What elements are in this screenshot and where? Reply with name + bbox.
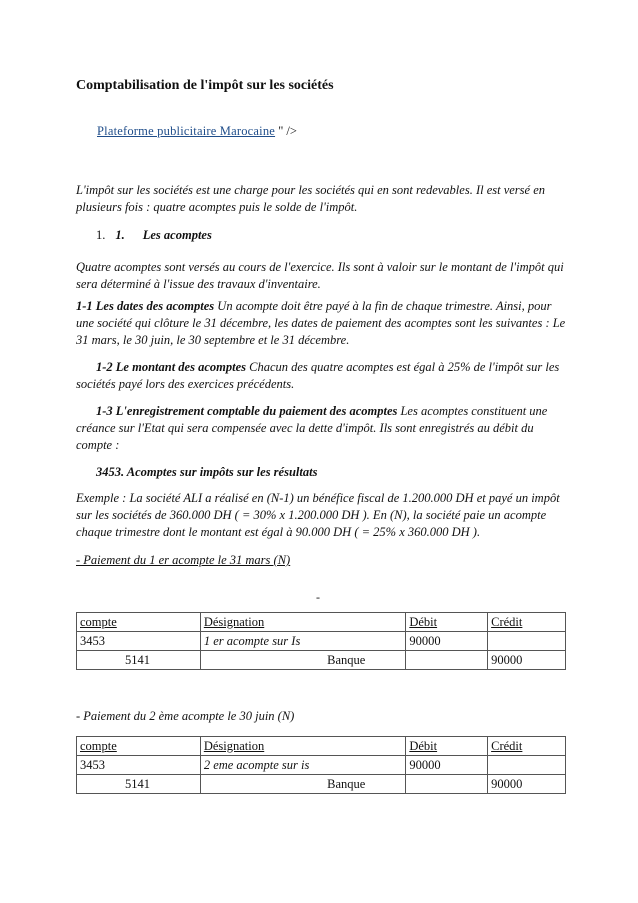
link-line	[97, 124, 297, 139]
table-row	[77, 775, 566, 794]
header-debit: Débit	[406, 737, 488, 756]
acomptes-paragraph: Quatre acomptes sont versés au cours de l'exercice. Ils sont à valoir sur le montant de l'impôt qui sera déterminé à l'issue des travaux d'inventaire.	[76, 260, 564, 291]
header-designation: Désignation	[200, 613, 406, 632]
header-compte: compte	[77, 737, 201, 756]
recording-text: Les acomptes constituent une créance sur l'Etat qui sera compensée avec la dette d'impôt. Ils sont enregistrés au débit du compte :	[76, 404, 548, 452]
cell-debit	[406, 651, 488, 670]
cell-debit	[406, 775, 488, 794]
cell-compte: 5141	[77, 775, 201, 794]
header-debit: Débit	[406, 613, 488, 632]
dates-heading: 1-1 Les dates des acomptes	[76, 299, 215, 313]
table-row	[77, 756, 566, 775]
link-suffix: " />	[275, 124, 297, 138]
cell-compte: 3453	[77, 756, 201, 775]
payment2-label: - Paiement du 2 ème acompte le 30 juin (N)	[76, 709, 295, 723]
amount-heading: 1-2 Le montant des acomptes	[96, 360, 246, 374]
example-paragraph: Exemple : La société ALI a réalisé en (N-1) un bénéfice fiscal de 1.200.000 DH et payé un impôt sur les sociétés de 360.000 DH ( = 30% x 1.200.000 DH ). En (N), la société paie un acompte chaque trimestre dont le montant est égal à 90.000 DH ( = 25% x 360.000 DH ).	[76, 491, 560, 539]
table-row	[77, 632, 566, 651]
cell-debit: 90000	[406, 756, 488, 775]
cell-credit	[488, 632, 566, 651]
payment1-text: - Paiement du 1 er acompte le 31 mars (N)	[76, 553, 291, 567]
cell-designation: Banque	[200, 651, 406, 670]
cell-designation: Banque	[200, 775, 406, 794]
page-title: Comptabilisation de l'impôt sur les sociétés	[76, 78, 334, 93]
cell-credit: 90000	[488, 775, 566, 794]
recording-heading: 1-3 L'enregistrement comptable du paiement des acomptes	[96, 404, 398, 418]
amount-text: Chacun des quatre acomptes est égal à 25% de l'impôt sur les sociétés payé lors des exercices précédents.	[76, 360, 560, 391]
separator-dash: -	[316, 590, 320, 604]
table-header-row	[77, 613, 566, 632]
recording-paragraph	[76, 403, 566, 454]
header-designation: Désignation	[200, 737, 406, 756]
table-row	[77, 651, 566, 670]
section-list-number: 1.	[96, 228, 106, 242]
header-credit: Crédit	[488, 737, 566, 756]
journal-table-2	[76, 736, 566, 794]
amount-paragraph	[76, 359, 566, 393]
cell-debit: 90000	[406, 632, 488, 651]
dates-text: Un acompte doit être payé à la fin de chaque trimestre. Ainsi, pour une société qui clôture le 31 décembre, les dates de paiement des acomptes sont les suivantes : Le 31 mars, le 30 juin, le 30 septembre et le 31 décembre.	[76, 299, 566, 347]
advertising-platform-link[interactable]: Plateforme publicitaire Marocaine	[97, 124, 276, 138]
cell-credit	[488, 756, 566, 775]
journal-table-1	[76, 612, 566, 670]
cell-designation: 1 er acompte sur Is	[200, 632, 406, 651]
section-number: 1.	[115, 228, 125, 242]
account-heading: 3453. Acomptes sur impôts sur les résultats	[96, 465, 318, 479]
payment1-label	[76, 552, 566, 569]
header-credit: Crédit	[488, 613, 566, 632]
header-compte: compte	[77, 613, 201, 632]
cell-compte: 5141	[77, 651, 201, 670]
section-title: Les acomptes	[142, 228, 212, 242]
section-heading	[96, 228, 212, 243]
table-header-row	[77, 737, 566, 756]
dates-paragraph	[76, 298, 566, 349]
account-heading-line	[76, 464, 566, 481]
cell-compte: 3453	[77, 632, 201, 651]
cell-designation: 2 eme acompte sur is	[200, 756, 406, 775]
cell-credit: 90000	[488, 651, 566, 670]
intro-paragraph: L'impôt sur les sociétés est une charge pour les sociétés qui en sont redevables. Il est versé en plusieurs fois : quatre acomptes puis le solde de l'impôt.	[76, 183, 546, 214]
